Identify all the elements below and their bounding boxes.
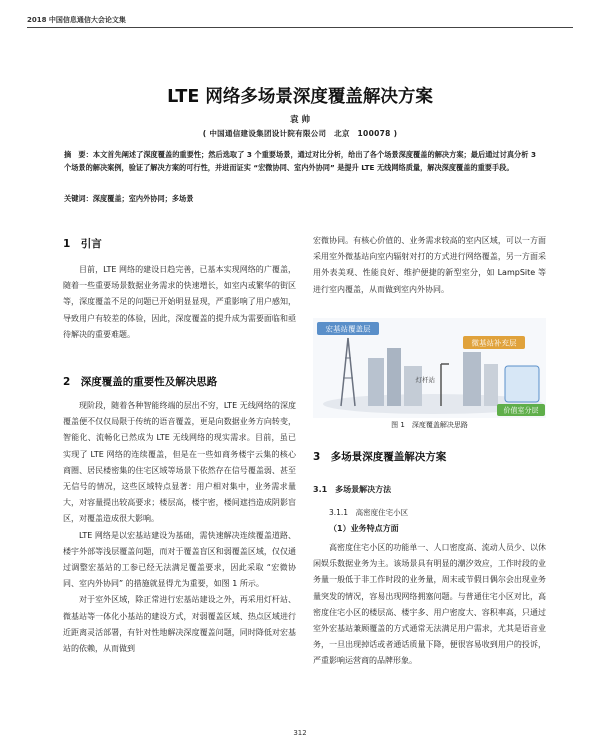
section-3-1-heading: 3.1 多场景解决方法 — [313, 485, 392, 494]
paragraph: 宏微协同。有核心价值的、业务需求较高的室内区域，可以一方面采用室外微基站向室内辐射对打的方式进行网络覆盖，另一方面采用外表美观、性能良好、维护便捷的新型室分，如 LampSite 等进行室内覆盖，从而做到室内外协同。 — [313, 236, 546, 294]
running-header: 2018 中国信息通信大会论文集 — [27, 16, 126, 24]
keywords-text: 深度覆盖；室内外协同；多场景 — [92, 194, 194, 203]
section-3-heading: 3 多场景深度覆盖解决方案 — [313, 451, 447, 463]
section-2-heading: 2 深度覆盖的重要性及解决思路 — [63, 376, 218, 388]
lamp-station-label: 灯杆站 — [415, 376, 435, 384]
figure-1 — [313, 318, 546, 418]
indoor-value-icon — [505, 366, 539, 402]
affiliation: ( 中国通信建设集团设计院有限公司 北京 100078 ) — [202, 129, 398, 138]
paragraph: 高密度住宅小区的功能单一、人口密度高、流动人员少、以休闲娱乐数据业务为主。该场景具有明显的潮汐效应，工作时段的业务量一般低于非工作时段的业务量，周末或节假日偶尔会出现业务量突发的情况，容易出现网络拥塞问题。与普通住宅小区对比，高密度住宅小区的楼层高、楼宇多、用户密度大、容积率高，只通过室外宏基站兼顾覆盖的方式通常无法满足用户需求，尤其是语音业务，一旦出现掉话或者通话质量下降，便很容易收到用户的投诉，严重影响运营商的品牌形象。 — [313, 543, 546, 666]
section-1-body — [63, 262, 296, 343]
macro-layer-label: 宏基站覆盖层 — [325, 324, 371, 334]
section-1-heading: 1 引言 — [63, 238, 102, 250]
section-2-body — [63, 398, 296, 657]
page-number: 312 — [293, 729, 307, 737]
figure-caption: 图 1 深度覆盖解决思路 — [391, 421, 468, 429]
paragraph: 目前，LTE 网络的建设日趋完善，已基本实现网络的广覆盖，随着一些重要场景数据业务需求的快速增长，如室内或繁华的街区等，深度覆盖不足的问题已开始明显显现，严重影响了用户感知，导致用户有较差的体验，因此，深度覆盖的提升成为需要面临和亟待解决的重要难题。 — [63, 265, 296, 339]
abstract — [64, 148, 536, 174]
abstract-label: 摘 要： — [64, 150, 93, 159]
paper-title: LTE 网络多场景深度覆盖解决方案 — [167, 87, 433, 107]
right-column-intro — [313, 233, 546, 298]
keywords — [64, 194, 536, 204]
section-3-1-1-body — [313, 540, 546, 670]
section-3-1-1-heading: 3.1.1 高密度住宅小区 — [329, 508, 409, 517]
paragraph: LTE 网络是以宏基站建设为基础，需快速解决连续覆盖道路、楼宇外部等浅层覆盖问题，而对于覆盖盲区和弱覆盖区域，仅仅通过调整宏基站的工参已经无法满足覆盖要求，因此采取 “宏微协同、室内外协同” 的措施就显得尤为重要，如图 1 所示。 — [63, 530, 296, 589]
micro-layer-label: 微基站补充层 — [471, 338, 517, 348]
paragraph: 对于室外区域，除正常进行宏基站建设之外，再采用灯杆站、微基站等一体化小基站的建设方式，对弱覆盖区域、热点区域进行近距离灵活部署，有针对性地解决深度覆盖问题，同时降低对宏基站的依赖，从而做到 — [63, 595, 296, 654]
author: 袁 帅 — [290, 115, 310, 125]
abstract-text: 本文首先阐述了深度覆盖的重要性；然后选取了 3 个重要场景，通过对比分析，给出了各个场景深度覆盖的解决方案；最后通过讨真分析 3 个场景的解决案例，验证了解决方案的可行性，并进而证实 “宏微协同、室内外协同” 是提升 LTE 无线网络质量，解决深度覆盖的重要手段。 — [64, 150, 536, 172]
subheading-business-features: （1）业务特点方面 — [329, 524, 399, 533]
indoor-layer-label: 价值室分层 — [503, 406, 539, 415]
header-rule — [27, 27, 573, 28]
paragraph: 现阶段，随着各种智能终端的层出不穷，LTE 无线网络的深度覆盖便不仅仅局限于传统的语音覆盖，更是向数据业务方向转变，智能化、流畅化已然成为 LTE 无线网络的现实需求。目前，虽已实现了 LTE 网络的连续覆盖，但是在一些如商务楼宇云集的核心商圈、居民楼密集的住宅区域等场景下依然存在信号覆盖弱、甚至无信号的情况，这些区域特点显著：用户相对集中，业务需求量大，对容量提出较高要求；楼层高，楼宇密，楼间遮挡造成阴影盲区，对覆盖造成很大影响。 — [63, 401, 296, 524]
keywords-label: 关键词： — [64, 194, 93, 203]
